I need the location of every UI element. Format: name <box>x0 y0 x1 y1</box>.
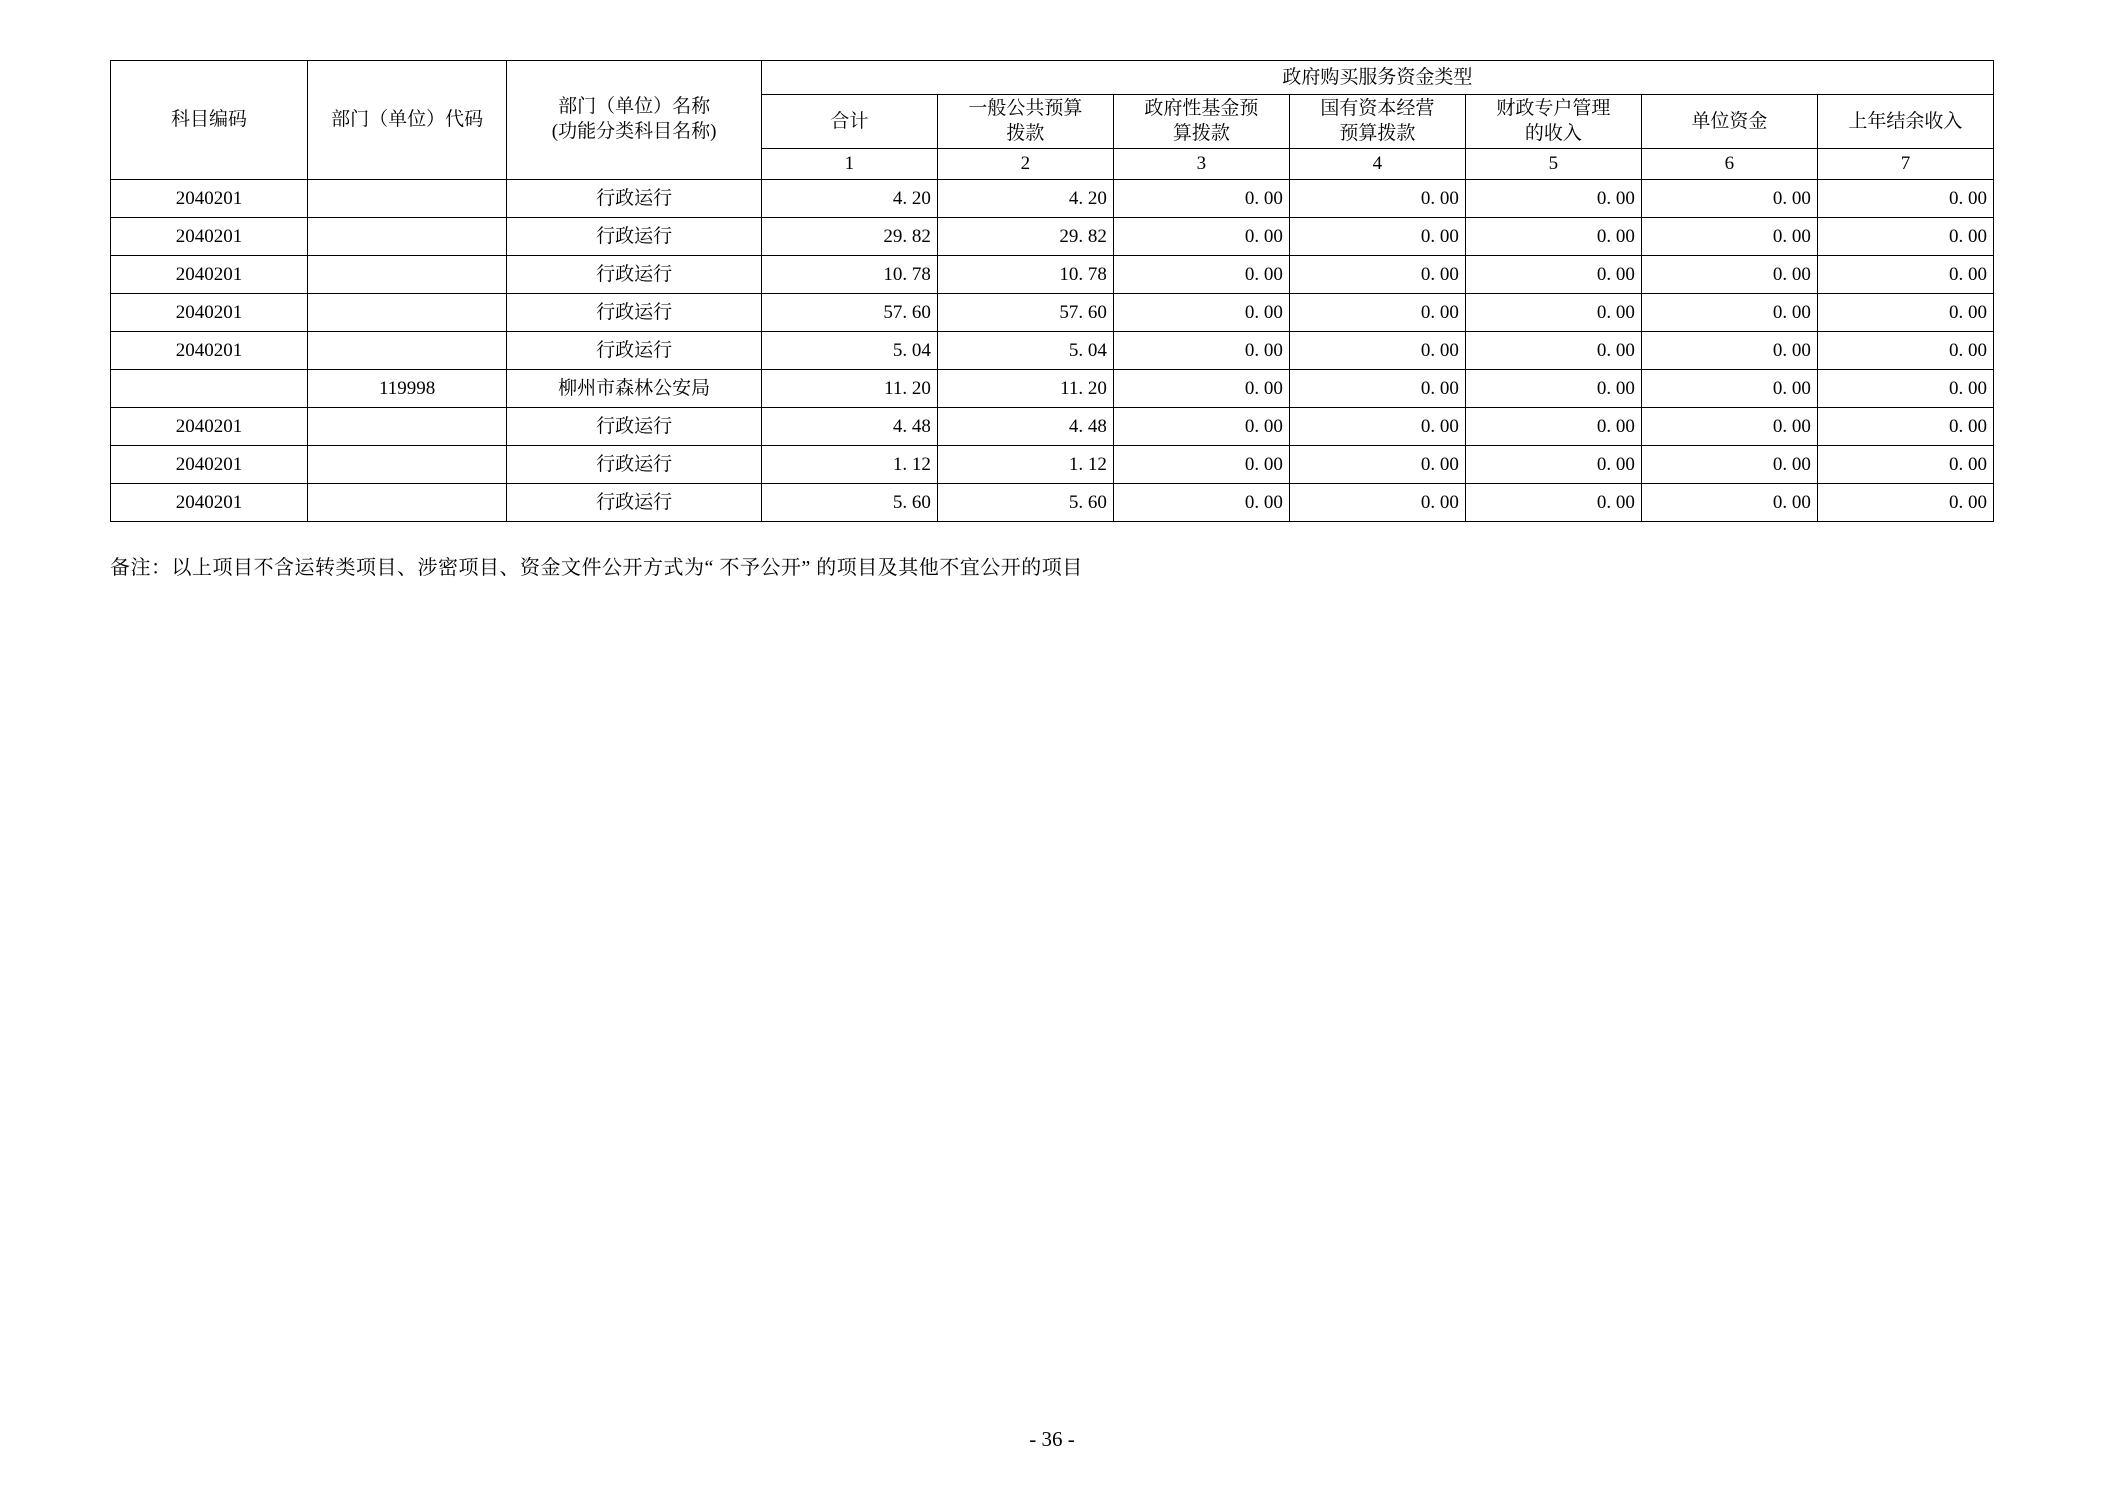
column-number-5: 5 <box>1465 149 1641 180</box>
cell-gov-fund-budget: 0. 00 <box>1113 180 1289 218</box>
page-number: - 36 - <box>1029 1427 1075 1451</box>
cell-state-capital-budget: 0. 00 <box>1289 446 1465 484</box>
cell-gov-fund-budget: 0. 00 <box>1113 408 1289 446</box>
cell-prior-year-balance: 0. 00 <box>1817 408 1993 446</box>
cell-dept-name: 柳州市森林公安局 <box>507 370 762 408</box>
table-row <box>111 332 1994 370</box>
header-dept-code-text: 部门（单位）代码 <box>331 108 484 130</box>
cell-state-capital-budget: 0. 00 <box>1289 256 1465 294</box>
table-row <box>111 370 1994 408</box>
cell-unit-funds: 0. 00 <box>1641 446 1817 484</box>
cell-subject-code: 2040201 <box>111 332 308 370</box>
cell-fiscal-account-income: 0. 00 <box>1465 256 1641 294</box>
cell-dept-code <box>308 256 507 294</box>
cell-dept-code <box>308 446 507 484</box>
cell-total: 11. 20 <box>761 370 937 408</box>
header-dept-name-line1: 部门（单位）名称 <box>558 96 711 118</box>
cell-general-public-budget: 57. 60 <box>937 294 1113 332</box>
cell-prior-year-balance: 0. 00 <box>1817 332 1993 370</box>
header-dept-name <box>507 61 762 180</box>
cell-dept-code <box>308 180 507 218</box>
cell-dept-code <box>308 408 507 446</box>
cell-total: 29. 82 <box>761 218 937 256</box>
header-total: 合计 <box>761 95 937 149</box>
cell-prior-year-balance: 0. 00 <box>1817 484 1993 522</box>
cell-subject-code: 2040201 <box>111 256 308 294</box>
header-fiscal-account-income-line2: 的收入 <box>1524 122 1582 144</box>
header-general-public-budget-line2: 拨款 <box>1006 122 1045 144</box>
cell-dept-code <box>308 218 507 256</box>
cell-unit-funds: 0. 00 <box>1641 332 1817 370</box>
table-row <box>111 446 1994 484</box>
header-state-capital-budget <box>1289 95 1465 149</box>
cell-unit-funds: 0. 00 <box>1641 256 1817 294</box>
cell-subject-code: 2040201 <box>111 294 308 332</box>
cell-gov-fund-budget: 0. 00 <box>1113 484 1289 522</box>
cell-subject-code: 2040201 <box>111 446 308 484</box>
cell-unit-funds: 0. 00 <box>1641 294 1817 332</box>
cell-dept-code <box>308 332 507 370</box>
cell-unit-funds: 0. 00 <box>1641 218 1817 256</box>
cell-total: 5. 04 <box>761 332 937 370</box>
header-state-capital-budget-line1: 国有资本经营 <box>1320 98 1435 119</box>
header-general-public-budget-line1: 一般公共预算 <box>968 98 1083 119</box>
table-body <box>111 180 1994 522</box>
cell-gov-fund-budget: 0. 00 <box>1113 370 1289 408</box>
cell-dept-code: 119998 <box>308 370 507 408</box>
cell-subject-code: 2040201 <box>111 180 308 218</box>
header-gov-fund-budget-line1: 政府性基金预 <box>1144 98 1259 119</box>
header-dept-name-line2: (功能分类科目名称) <box>551 121 717 142</box>
cell-dept-name: 行政运行 <box>507 294 762 332</box>
header-fiscal-account-income-line1: 财政专户管理 <box>1496 98 1611 119</box>
cell-gov-fund-budget: 0. 00 <box>1113 218 1289 256</box>
table-row <box>111 218 1994 256</box>
cell-total: 5. 60 <box>761 484 937 522</box>
cell-state-capital-budget: 0. 00 <box>1289 332 1465 370</box>
cell-dept-code <box>308 294 507 332</box>
header-group-purchase-service: 政府购买服务资金类型 <box>761 61 1993 95</box>
cell-gov-fund-budget: 0. 00 <box>1113 446 1289 484</box>
cell-dept-name: 行政运行 <box>507 180 762 218</box>
column-number-4: 4 <box>1289 149 1465 180</box>
cell-unit-funds: 0. 00 <box>1641 180 1817 218</box>
cell-dept-name: 行政运行 <box>507 218 762 256</box>
cell-gov-fund-budget: 0. 00 <box>1113 332 1289 370</box>
cell-fiscal-account-income: 0. 00 <box>1465 294 1641 332</box>
table-row <box>111 256 1994 294</box>
cell-dept-name: 行政运行 <box>507 484 762 522</box>
cell-dept-name: 行政运行 <box>507 332 762 370</box>
header-gov-fund-budget <box>1113 95 1289 149</box>
table-row <box>111 408 1994 446</box>
column-number-6: 6 <box>1641 149 1817 180</box>
cell-state-capital-budget: 0. 00 <box>1289 408 1465 446</box>
cell-fiscal-account-income: 0. 00 <box>1465 446 1641 484</box>
cell-prior-year-balance: 0. 00 <box>1817 180 1993 218</box>
cell-prior-year-balance: 0. 00 <box>1817 218 1993 256</box>
table-head <box>111 61 1994 180</box>
cell-dept-name: 行政运行 <box>507 408 762 446</box>
table-row <box>111 294 1994 332</box>
cell-state-capital-budget: 0. 00 <box>1289 370 1465 408</box>
cell-prior-year-balance: 0. 00 <box>1817 370 1993 408</box>
table-row <box>111 484 1994 522</box>
cell-general-public-budget: 1. 12 <box>937 446 1113 484</box>
cell-fiscal-account-income: 0. 00 <box>1465 180 1641 218</box>
cell-unit-funds: 0. 00 <box>1641 370 1817 408</box>
header-gov-fund-budget-line2: 算拨款 <box>1172 122 1230 144</box>
header-subject-code: 科目编码 <box>111 61 308 180</box>
cell-state-capital-budget: 0. 00 <box>1289 484 1465 522</box>
cell-total: 1. 12 <box>761 446 937 484</box>
cell-prior-year-balance: 0. 00 <box>1817 446 1993 484</box>
cell-fiscal-account-income: 0. 00 <box>1465 370 1641 408</box>
column-number-1: 1 <box>761 149 937 180</box>
header-state-capital-budget-line2: 预算拨款 <box>1339 122 1416 144</box>
column-number-7: 7 <box>1817 149 1993 180</box>
cell-unit-funds: 0. 00 <box>1641 408 1817 446</box>
header-unit-funds: 单位资金 <box>1641 95 1817 149</box>
cell-total: 57. 60 <box>761 294 937 332</box>
column-number-3: 3 <box>1113 149 1289 180</box>
cell-dept-code <box>308 484 507 522</box>
cell-general-public-budget: 4. 48 <box>937 408 1113 446</box>
cell-general-public-budget: 5. 04 <box>937 332 1113 370</box>
budget-table <box>110 60 1994 522</box>
cell-general-public-budget: 29. 82 <box>937 218 1113 256</box>
header-prior-year-balance: 上年结余收入 <box>1817 95 1993 149</box>
cell-total: 10. 78 <box>761 256 937 294</box>
table-row <box>111 180 1994 218</box>
cell-dept-name: 行政运行 <box>507 256 762 294</box>
cell-state-capital-budget: 0. 00 <box>1289 180 1465 218</box>
cell-fiscal-account-income: 0. 00 <box>1465 484 1641 522</box>
cell-dept-name: 行政运行 <box>507 446 762 484</box>
cell-general-public-budget: 5. 60 <box>937 484 1113 522</box>
cell-total: 4. 48 <box>761 408 937 446</box>
cell-subject-code: 2040201 <box>111 408 308 446</box>
header-general-public-budget <box>937 95 1113 149</box>
cell-subject-code: 2040201 <box>111 218 308 256</box>
table-note: 备注：以上项目不含运转类项目、涉密项目、资金文件公开方式为“ 不予公开” 的项目及其他不宜公开的项目 <box>110 557 1083 580</box>
cell-general-public-budget: 11. 20 <box>937 370 1113 408</box>
header-row-group <box>111 61 1994 95</box>
cell-prior-year-balance: 0. 00 <box>1817 294 1993 332</box>
cell-gov-fund-budget: 0. 00 <box>1113 256 1289 294</box>
cell-subject-code: 2040201 <box>111 484 308 522</box>
cell-gov-fund-budget: 0. 00 <box>1113 294 1289 332</box>
column-number-2: 2 <box>937 149 1113 180</box>
cell-total: 4. 20 <box>761 180 937 218</box>
cell-fiscal-account-income: 0. 00 <box>1465 332 1641 370</box>
cell-subject-code <box>111 370 308 408</box>
cell-fiscal-account-income: 0. 00 <box>1465 408 1641 446</box>
cell-unit-funds: 0. 00 <box>1641 484 1817 522</box>
cell-state-capital-budget: 0. 00 <box>1289 218 1465 256</box>
cell-state-capital-budget: 0. 00 <box>1289 294 1465 332</box>
cell-prior-year-balance: 0. 00 <box>1817 256 1993 294</box>
header-fiscal-account-income <box>1465 95 1641 149</box>
header-dept-code <box>308 61 507 180</box>
cell-general-public-budget: 10. 78 <box>937 256 1113 294</box>
cell-general-public-budget: 4. 20 <box>937 180 1113 218</box>
cell-fiscal-account-income: 0. 00 <box>1465 218 1641 256</box>
